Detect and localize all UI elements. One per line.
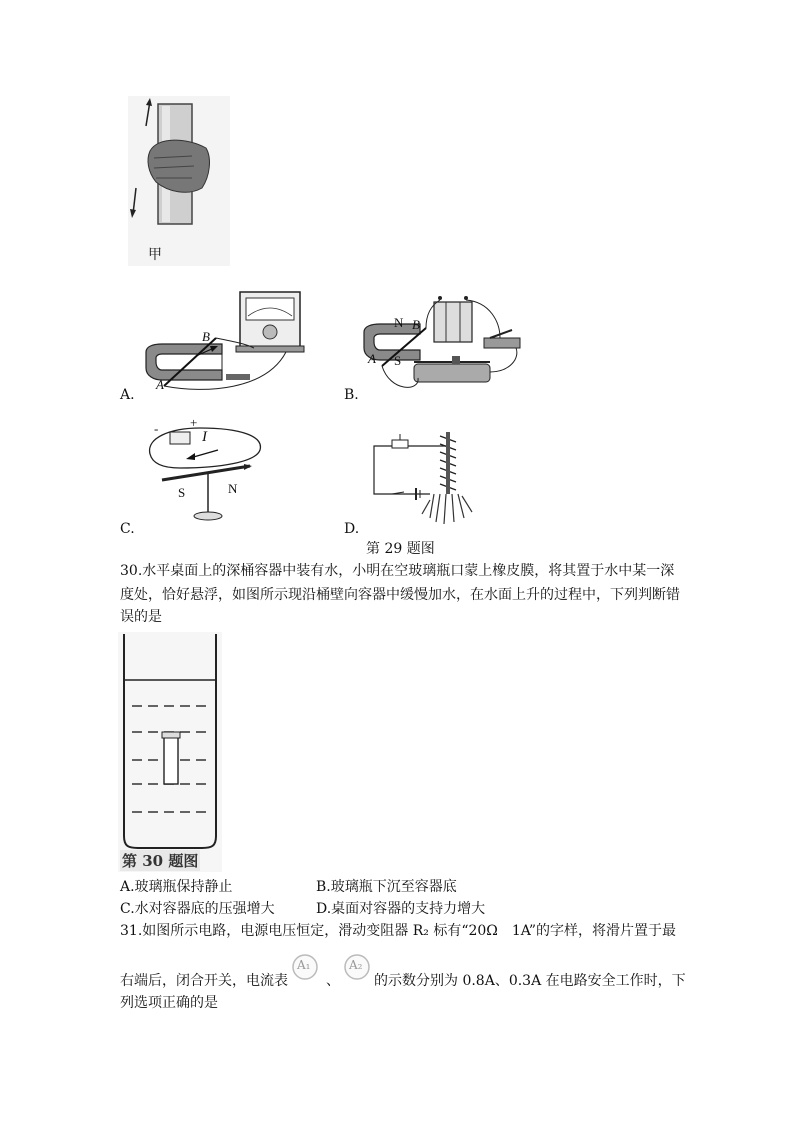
q31-stem-line2-a: 右端后，闭合开关，电流表 xyxy=(120,973,288,989)
q29-figure-c-label-s: S xyxy=(178,485,186,500)
q30-stem-line1: 30.水平桌面上的深桶容器中装有水，小明在空玻璃瓶口蒙上橡皮膜，将其置于水中某一深 xyxy=(120,563,675,579)
figure-jia-label: 甲 xyxy=(148,247,162,263)
q29-figure-a-label-b: B xyxy=(202,329,210,344)
q30-stem-line3: 误的是 xyxy=(120,609,162,625)
figure-jia-svg xyxy=(128,96,230,266)
q29-figure-c-label-n: N xyxy=(228,481,238,496)
q29-figure-b-label-s: S xyxy=(394,353,402,368)
q30-figure xyxy=(118,632,222,872)
q30-figure-svg xyxy=(118,632,222,872)
q29-option-c[interactable]: C. xyxy=(120,521,135,537)
q29-figure-a xyxy=(136,290,306,398)
q29-figure-c-label-plus: + xyxy=(190,415,198,430)
q29-option-a[interactable]: A. xyxy=(120,387,135,403)
q31-stem-line1: 31.如图所示电路，电源电压恒定，滑动变阻器 R₂ 标有“20Ω 1A”的字样，将滑片置于最 xyxy=(120,923,677,939)
q30-option-a[interactable]: A.玻璃瓶保持静止 xyxy=(120,879,233,895)
q30-figure-caption: 第 30 题图 xyxy=(122,852,199,870)
q29-figure-b-svg xyxy=(360,292,530,396)
q30-stem-line2: 度处，恰好悬浮，如图所示现沿桶壁向容器中缓慢加水，在水面上升的过程中，下列判断错 xyxy=(120,587,680,603)
ammeter-a1-icon xyxy=(290,952,320,982)
q29-figure-c-label-minus: - xyxy=(154,421,159,436)
q29-figure-b xyxy=(360,292,530,396)
ammeter-a2-icon xyxy=(342,952,372,982)
q29-figure-b-label-b: B xyxy=(412,317,420,332)
ammeter-a1-label: A₁ xyxy=(297,958,311,972)
q29-figure-caption: 第 29 题图 xyxy=(366,541,435,557)
q31-stem-line3: 列选项正确的是 xyxy=(120,995,218,1011)
q30-option-d[interactable]: D.桌面对容器的支持力增大 xyxy=(316,901,486,917)
ammeter-a2-label: A₂ xyxy=(349,958,363,972)
figure-jia xyxy=(128,96,230,266)
q29-figure-d-svg xyxy=(364,428,484,528)
q31-stem-sep: 、 xyxy=(326,973,340,989)
q29-figure-d xyxy=(364,428,484,528)
q29-figure-a-label-a: A xyxy=(156,377,164,392)
q29-figure-c xyxy=(140,415,270,528)
q30-option-c[interactable]: C.水对容器底的压强增大 xyxy=(120,901,275,917)
q29-option-b[interactable]: B. xyxy=(344,387,359,403)
q29-figure-c-label-i: I xyxy=(202,429,207,445)
q31-stem-line2-b: 的示数分别为 0.8A、0.3A 在电路安全工作时，下 xyxy=(374,973,686,989)
q29-figure-b-label-n: N xyxy=(394,315,404,330)
q30-option-b[interactable]: B.玻璃瓶下沉至容器底 xyxy=(316,879,457,895)
q29-figure-b-label-a: A xyxy=(368,351,376,366)
q29-option-d[interactable]: D. xyxy=(344,521,360,537)
